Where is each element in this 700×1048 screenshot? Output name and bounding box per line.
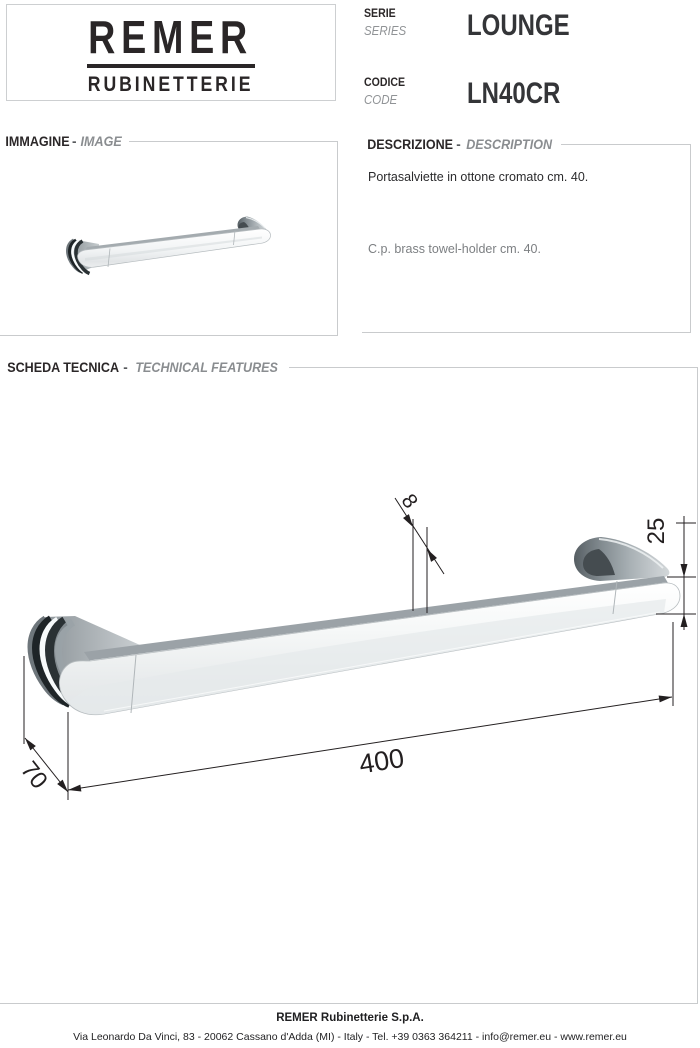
code-label-en: CODE: [364, 93, 398, 107]
photo-bar: [78, 226, 271, 267]
technical-title-dash: -: [123, 359, 128, 375]
drawing-bar: [59, 576, 680, 715]
series-label-it: SERIE: [364, 6, 396, 20]
technical-title-it: SCHEDA TECNICA: [7, 359, 120, 375]
description-text-it: Portasalviette in ottone cromato cm. 40.: [368, 170, 589, 184]
dim-height-label: 25: [643, 517, 670, 545]
dim-diameter-label: 8: [396, 489, 423, 513]
series-field: [364, 4, 410, 40]
series-value-wrap: [467, 11, 595, 41]
code-value-wrap: [467, 79, 584, 109]
brand-subtext: RUBINETTERIE: [88, 73, 254, 96]
description-text-en: C.p. brass towel-holder cm. 40.: [368, 242, 541, 256]
code-value: LN40CR: [467, 77, 561, 110]
image-title-dash: -: [72, 133, 77, 149]
logo-box: [6, 4, 336, 101]
technical-box: [0, 367, 698, 1004]
technical-drawing: [0, 367, 697, 1003]
image-title-en: IMAGE: [80, 133, 122, 149]
technical-title-en: TECHNICAL FEATURES: [135, 359, 278, 375]
description-title-it: DESCRIZIONE: [367, 136, 454, 152]
description-title-en: DESCRIPTION: [465, 136, 552, 152]
description-box: [362, 144, 691, 333]
series-value: LOUNGE: [467, 9, 570, 42]
image-title-it: IMMAGINE: [5, 133, 70, 149]
dim-length-label: 400: [357, 742, 407, 780]
image-box: [0, 141, 338, 336]
brand-underline: [87, 64, 255, 68]
code-field: [364, 73, 411, 109]
footer-company: REMER Rubinetterie S.p.A.: [276, 1012, 424, 1024]
dim-depth-label: 70: [14, 756, 53, 795]
code-label-it: CODICE: [364, 75, 406, 89]
dimension-diameter: [395, 490, 444, 613]
description-title-dash: -: [456, 136, 461, 152]
product-photo: [0, 141, 337, 335]
brand-wordmark: REMER: [88, 11, 254, 63]
series-label-en: SERIES: [364, 24, 407, 38]
footer-address: Via Leonardo Da Vinci, 83 - 20062 Cassano d'Adda (MI) - Italy - Tel. +39 0363 364211 - info@remer.eu - www.remer.eu: [73, 1031, 627, 1043]
